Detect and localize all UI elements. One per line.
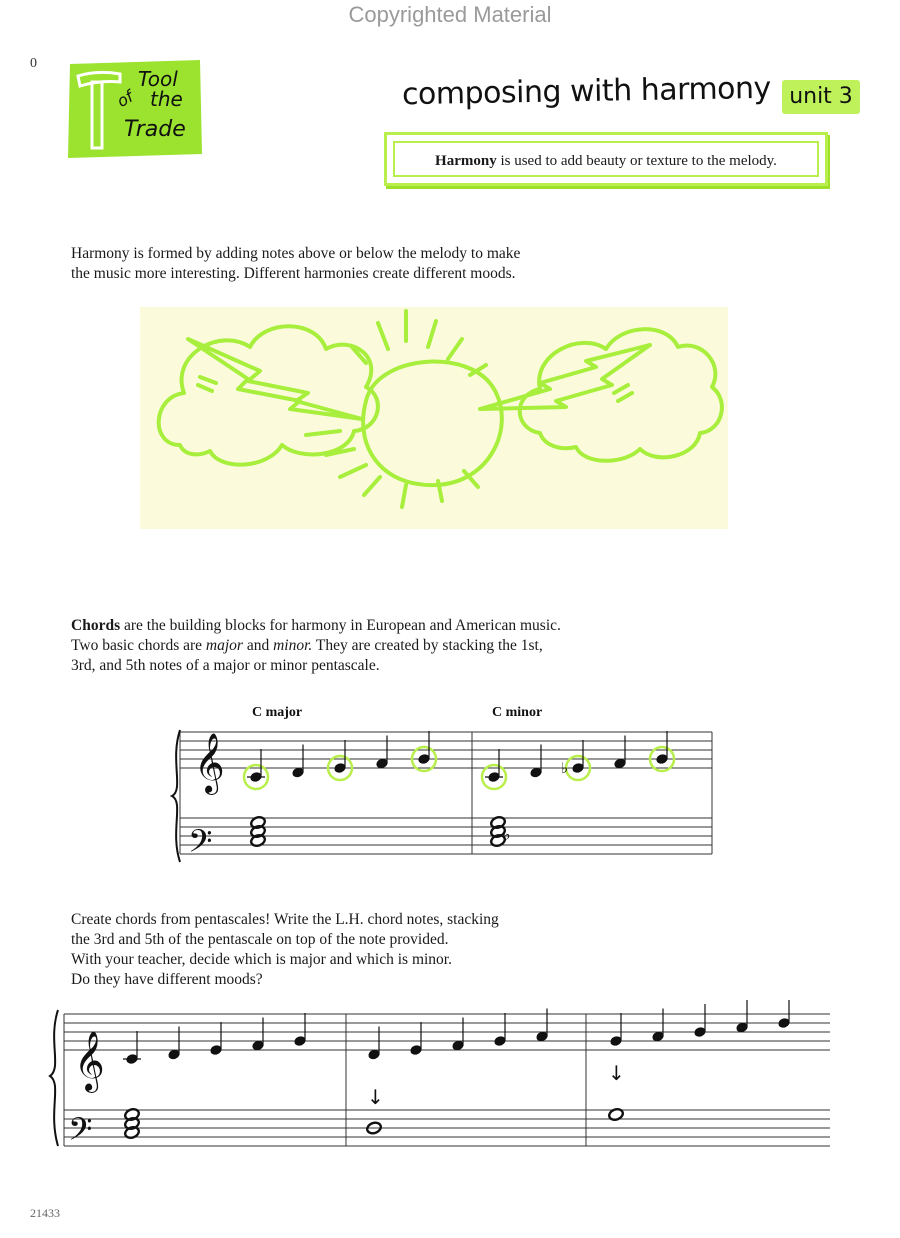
minor-term: minor. bbox=[273, 637, 313, 654]
page-number: 0 bbox=[30, 56, 37, 71]
chords-line-2-a: Two basic chords are bbox=[71, 637, 206, 654]
chords-line-3: 3rd, and 5th notes of a major or minor pentascale. bbox=[71, 657, 380, 674]
chords-term: Chords bbox=[71, 617, 121, 634]
melody-note bbox=[652, 1031, 665, 1042]
label-c-minor: C minor bbox=[492, 705, 543, 720]
brace bbox=[50, 1010, 58, 1146]
melody-note bbox=[210, 1044, 223, 1055]
melody-note bbox=[530, 767, 543, 778]
flat-sign-bass: ♭ bbox=[503, 825, 511, 844]
sun-between-storm-clouds-icon bbox=[140, 305, 730, 531]
melody-note bbox=[536, 1031, 549, 1042]
chords-paragraph bbox=[71, 616, 651, 676]
definition-term: Harmony bbox=[435, 153, 497, 169]
exercise-line-1: Create chords from pentascales! Write the L.H. chord notes, stacking bbox=[71, 911, 499, 928]
arrow-down-icon: ↓ bbox=[608, 1061, 625, 1085]
logo-the: the bbox=[150, 87, 183, 111]
melody-note bbox=[694, 1026, 707, 1037]
melody-note bbox=[168, 1049, 181, 1060]
melody-note bbox=[610, 1035, 623, 1046]
brace bbox=[172, 730, 180, 862]
melody-note bbox=[656, 753, 669, 764]
arrow-down-icon: ↓ bbox=[367, 1085, 384, 1109]
major-term: major bbox=[205, 637, 243, 654]
chords-line-1-rest: are the building blocks for harmony in European and American music. bbox=[120, 617, 561, 634]
copyright-watermark: Copyrighted Material bbox=[348, 2, 552, 27]
chords-line-2-c: They are created by stacking the 1st, bbox=[312, 637, 543, 654]
exercise-line-4: Do they have different moods? bbox=[71, 971, 263, 988]
flat-sign: ♭ bbox=[561, 759, 569, 777]
unit-badge: unit 3 bbox=[782, 80, 860, 114]
melody-note bbox=[614, 758, 627, 769]
intro-line-2: the music more interesting. Different harmonies create different moods. bbox=[71, 265, 516, 282]
bass-clef-icon: 𝄢 bbox=[188, 823, 213, 867]
label-c-major: C major bbox=[252, 705, 303, 720]
melody-note bbox=[334, 762, 347, 773]
chords-line-1 bbox=[71, 616, 651, 636]
exercise-line-3: With your teacher, decide which is major and which is minor. bbox=[71, 951, 452, 968]
chord-example-score bbox=[170, 700, 718, 870]
melody-note bbox=[294, 1035, 307, 1046]
footer-code: 21433 bbox=[30, 1206, 60, 1220]
logo-tool: Tool bbox=[138, 67, 178, 91]
exercise-score bbox=[40, 1000, 840, 1160]
exercise-instructions bbox=[71, 910, 611, 990]
definition-text: is used to add beauty or texture to the melody. bbox=[496, 153, 777, 169]
melody-note bbox=[452, 1040, 465, 1051]
melody-note bbox=[368, 1049, 381, 1060]
logo-trade: Trade bbox=[124, 117, 186, 142]
melody-note bbox=[778, 1017, 791, 1028]
melody-note bbox=[292, 767, 305, 778]
treble-clef-icon: 𝄞 bbox=[74, 1031, 105, 1091]
intro-line-1: Harmony is formed by adding notes above or below the melody to make bbox=[71, 245, 521, 262]
melody-note bbox=[252, 1040, 265, 1051]
melody-note bbox=[418, 753, 431, 764]
chords-line-2 bbox=[71, 636, 651, 656]
definition-box bbox=[384, 132, 828, 186]
bass-clef-icon: 𝄢 bbox=[68, 1111, 93, 1155]
chords-line-2-b: and bbox=[242, 637, 274, 654]
exercise-line-2: the 3rd and 5th of the pentascale on top of the note provided. bbox=[71, 931, 449, 948]
logo-of: of bbox=[113, 86, 137, 111]
melody-note bbox=[494, 1035, 507, 1046]
melody-note bbox=[376, 758, 389, 769]
melody-note bbox=[572, 762, 585, 773]
intro-paragraph bbox=[71, 244, 631, 284]
melody-note bbox=[410, 1044, 423, 1055]
page-title: composing with harmony bbox=[401, 70, 772, 113]
treble-clef-icon: 𝄞 bbox=[194, 733, 225, 793]
tool-of-the-trade-logo bbox=[68, 60, 204, 160]
melody-note bbox=[736, 1022, 749, 1033]
